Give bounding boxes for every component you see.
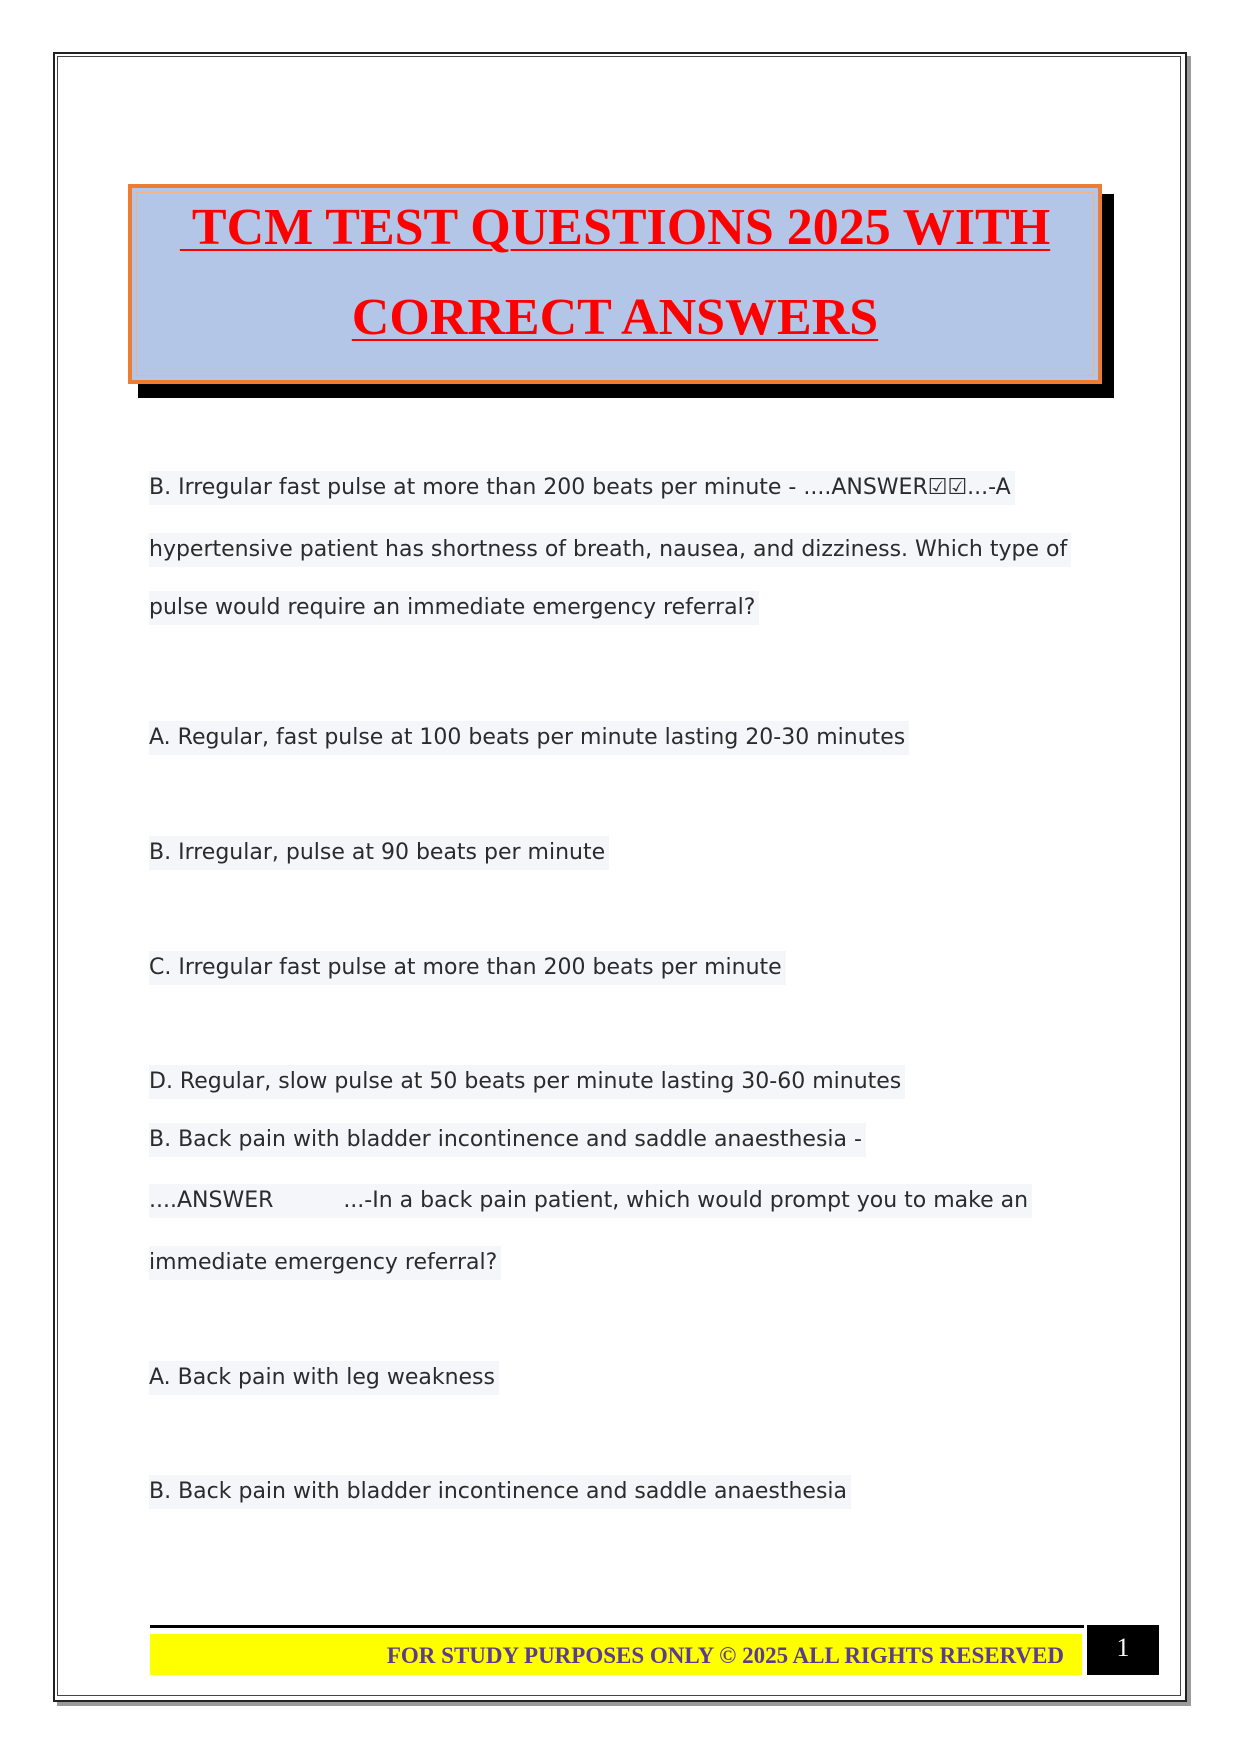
title-line-1: TCM TEST QUESTIONS 2025 WITH [179, 199, 1051, 256]
title-line-2: CORRECT ANSWERS [351, 289, 879, 346]
question-1-option-d: D. Regular, slow pulse at 50 beats per minute lasting 30-60 minutes [149, 1065, 905, 1099]
question-2-answer-line: ....ANSWER ...-In a back pain patient, which would prompt you to make an [149, 1184, 1032, 1218]
footer-rule [150, 1625, 1084, 1628]
question-2-option-a: A. Back pain with leg weakness [149, 1361, 499, 1395]
question-2-answer-line: B. Back pain with bladder incontinence and saddle anaesthesia - [149, 1123, 866, 1157]
question-1-option-c: C. Irregular fast pulse at more than 200 beats per minute [149, 951, 786, 985]
footer-band [150, 1634, 1082, 1675]
question-1-text-line: pulse would require an immediate emergency referral? [149, 591, 759, 625]
question-2-option-b: B. Back pain with bladder incontinence and saddle anaesthesia [149, 1475, 851, 1509]
question-1-answer-line: B. Irregular fast pulse at more than 200 beats per minute - ....ANSWER☑☑...-A [149, 471, 1015, 505]
question-2-text-line: immediate emergency referral? [149, 1246, 501, 1280]
question-1-option-b: B. Irregular, pulse at 90 beats per minute [149, 836, 609, 870]
page-number: 1 [1087, 1625, 1159, 1675]
question-1-option-a: A. Regular, fast pulse at 100 beats per minute lasting 20-30 minutes [149, 721, 909, 755]
title-box [128, 184, 1102, 384]
footer-text: FOR STUDY PURPOSES ONLY © 2025 ALL RIGHTS RESERVED [386, 1643, 1064, 1668]
question-1-text-line: hypertensive patient has shortness of breath, nausea, and dizziness. Which type of [149, 533, 1071, 567]
